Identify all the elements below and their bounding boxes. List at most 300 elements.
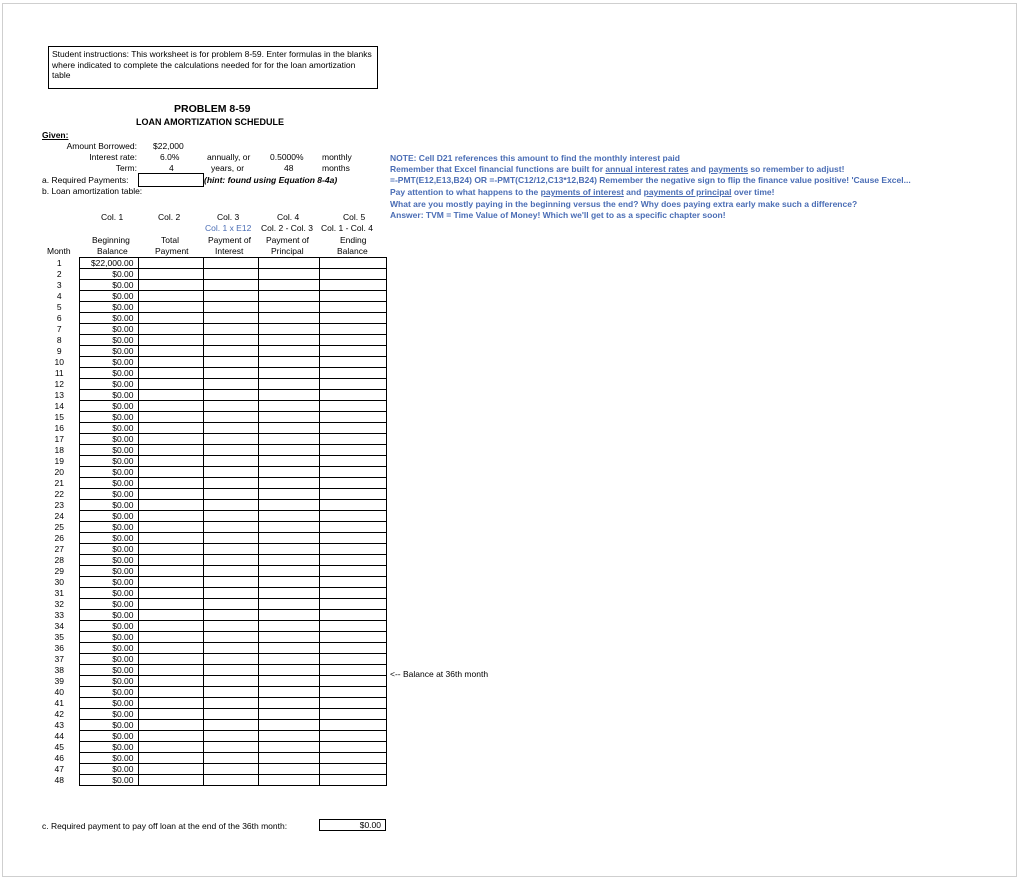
- total-payment-cell[interactable]: [138, 632, 203, 643]
- ending-balance-cell[interactable]: [319, 280, 386, 291]
- ending-balance-cell[interactable]: [319, 577, 386, 588]
- month-cell: 48: [54, 775, 64, 785]
- monthly-rate-value[interactable]: 0.5000%: [270, 152, 304, 162]
- ending-balance-cell[interactable]: [319, 522, 386, 533]
- table-row: [40, 731, 386, 742]
- interest-payment-cell[interactable]: [203, 709, 258, 720]
- total-payment-cell[interactable]: [138, 544, 203, 555]
- beginning-balance-cell[interactable]: $0.00: [79, 291, 138, 302]
- beginning-balance-cell[interactable]: $0.00: [79, 742, 138, 753]
- principal-payment-cell[interactable]: [258, 500, 319, 511]
- note-line-2-e: so remember to adjust!: [748, 164, 845, 174]
- beginning-balance-cell[interactable]: $0.00: [79, 335, 138, 346]
- principal-payment-cell[interactable]: [258, 775, 319, 786]
- table-row: [40, 742, 386, 753]
- principal-payment-cell[interactable]: [258, 621, 319, 632]
- principal-payment-cell[interactable]: [258, 665, 319, 676]
- interest-payment-cell[interactable]: [203, 731, 258, 742]
- col4-formula: Col. 2 - Col. 3: [261, 223, 313, 233]
- principal-payment-cell[interactable]: [258, 676, 319, 687]
- total-payment-cell[interactable]: [138, 731, 203, 742]
- interest-payment-cell[interactable]: [203, 302, 258, 313]
- ending-balance-cell[interactable]: [319, 511, 386, 522]
- interest-rate-value[interactable]: 6.0%: [160, 152, 180, 162]
- ending-balance-cell[interactable]: [319, 434, 386, 445]
- principal-payment-cell[interactable]: [258, 566, 319, 577]
- total-payment-cell[interactable]: [138, 401, 203, 412]
- principal-payment-cell[interactable]: [258, 698, 319, 709]
- table-row: [40, 643, 386, 654]
- total-payment-cell[interactable]: [138, 753, 203, 764]
- principal-payment-cell[interactable]: [258, 258, 319, 269]
- interest-payment-cell[interactable]: [203, 346, 258, 357]
- principal-payment-cell[interactable]: [258, 522, 319, 533]
- col4-header: Col. 4: [277, 212, 300, 222]
- beginning-balance-cell[interactable]: $0.00: [79, 357, 138, 368]
- principal-payment-cell[interactable]: [258, 687, 319, 698]
- total-payment-cell[interactable]: [138, 258, 203, 269]
- interest-payment-cell[interactable]: [203, 467, 258, 478]
- total-payment-cell[interactable]: [138, 577, 203, 588]
- col3-formula: Col. 1 x E12: [205, 223, 252, 233]
- interest-payment-cell[interactable]: [203, 258, 258, 269]
- total-payment-cell[interactable]: [138, 478, 203, 489]
- principal-payment-cell[interactable]: [258, 764, 319, 775]
- ending-balance-cell[interactable]: [319, 456, 386, 467]
- total-payment-cell[interactable]: [138, 599, 203, 610]
- ending-balance-cell[interactable]: [319, 423, 386, 434]
- total-payment-cell[interactable]: [138, 566, 203, 577]
- total-payment-cell[interactable]: [138, 357, 203, 368]
- table-row: [40, 280, 386, 291]
- interest-payment-cell[interactable]: [203, 368, 258, 379]
- month-cell: 22: [54, 489, 64, 499]
- ending-balance-cell[interactable]: [319, 258, 386, 269]
- interest-payment-cell[interactable]: [203, 764, 258, 775]
- ending-balance-cell[interactable]: [319, 687, 386, 698]
- beginning-balance-cell[interactable]: $0.00: [79, 533, 138, 544]
- principal-payment-cell[interactable]: [258, 467, 319, 478]
- note-line-6: Answer: TVM = Time Value of Money! Which we'll get to as a specific chapter soon!: [390, 210, 726, 220]
- beginning-balance-cell[interactable]: $0.00: [79, 346, 138, 357]
- principal-payment-cell[interactable]: [258, 269, 319, 280]
- beginning-balance-cell[interactable]: $0.00: [79, 423, 138, 434]
- interest-payment-cell[interactable]: [203, 632, 258, 643]
- principal-payment-cell[interactable]: [258, 643, 319, 654]
- total-payment-cell[interactable]: [138, 489, 203, 500]
- ending-balance-cell[interactable]: [319, 610, 386, 621]
- table-row: [40, 522, 386, 533]
- principal-payment-cell[interactable]: [258, 599, 319, 610]
- month-cell: 24: [54, 511, 64, 521]
- total-payment-cell[interactable]: [138, 313, 203, 324]
- ending-balance-cell[interactable]: [319, 753, 386, 764]
- beginning-balance-cell[interactable]: $0.00: [79, 775, 138, 786]
- note-line-2-d: payments: [708, 164, 749, 174]
- principal-payment-cell[interactable]: [258, 555, 319, 566]
- interest-payment-cell[interactable]: [203, 676, 258, 687]
- principal-payment-cell[interactable]: [258, 302, 319, 313]
- month-cell: 34: [54, 621, 64, 631]
- beginning-balance-cell[interactable]: $0.00: [79, 280, 138, 291]
- term-months-value[interactable]: 48: [284, 163, 294, 173]
- total-payment-cell[interactable]: [138, 742, 203, 753]
- principal-payment-cell[interactable]: [258, 577, 319, 588]
- amount-borrowed-label: Amount Borrowed:: [66, 141, 137, 151]
- total-payment-cell[interactable]: [138, 511, 203, 522]
- total-payment-cell[interactable]: [138, 379, 203, 390]
- interest-payment-cell[interactable]: [203, 610, 258, 621]
- ending-balance-cell[interactable]: [319, 335, 386, 346]
- interest-payment-cell[interactable]: [203, 621, 258, 632]
- payoff-value[interactable]: $0.00: [319, 819, 386, 831]
- principal-payment-cell[interactable]: [258, 753, 319, 764]
- interest-payment-cell[interactable]: [203, 478, 258, 489]
- interest-payment-cell[interactable]: [203, 522, 258, 533]
- principal-payment-cell[interactable]: [258, 533, 319, 544]
- beginning-balance-cell[interactable]: $0.00: [79, 720, 138, 731]
- beginning-balance-cell[interactable]: $0.00: [79, 577, 138, 588]
- ending-balance-cell[interactable]: [319, 291, 386, 302]
- ending-balance-cell[interactable]: [319, 676, 386, 687]
- interest-payment-cell[interactable]: [203, 412, 258, 423]
- ending-balance-cell[interactable]: [319, 478, 386, 489]
- month-cell: 39: [54, 676, 64, 686]
- principal-payment-cell[interactable]: [258, 401, 319, 412]
- total-payment-cell[interactable]: [138, 621, 203, 632]
- ending-balance-cell[interactable]: [319, 467, 386, 478]
- principal-payment-cell[interactable]: [258, 335, 319, 346]
- interest-payment-cell[interactable]: [203, 687, 258, 698]
- principal-payment-cell[interactable]: [258, 489, 319, 500]
- total-payment-cell[interactable]: [138, 522, 203, 533]
- ending-balance-cell[interactable]: [319, 599, 386, 610]
- month-cell: 2: [56, 269, 62, 279]
- month-cell: 36: [54, 643, 64, 653]
- beginning-balance-cell[interactable]: $0.00: [79, 467, 138, 478]
- beginning-balance-cell[interactable]: $0.00: [79, 544, 138, 555]
- principal-payment-cell[interactable]: [258, 357, 319, 368]
- beginning-balance-cell[interactable]: $0.00: [79, 390, 138, 401]
- total-payment-cell[interactable]: [138, 555, 203, 566]
- table-row: [40, 599, 386, 610]
- total-payment-cell[interactable]: [138, 665, 203, 676]
- note-line-4-c: and: [623, 187, 644, 197]
- interest-payment-cell[interactable]: [203, 401, 258, 412]
- interest-payment-cell[interactable]: [203, 577, 258, 588]
- beginning-balance-cell[interactable]: $0.00: [79, 753, 138, 764]
- beginning-balance-cell[interactable]: $0.00: [79, 654, 138, 665]
- table-row: [40, 687, 386, 698]
- table-row: [40, 610, 386, 621]
- ending-balance-cell[interactable]: [319, 401, 386, 412]
- ending-balance-cell[interactable]: [319, 731, 386, 742]
- beginning-balance-cell[interactable]: $0.00: [79, 489, 138, 500]
- total-payment-cell[interactable]: [138, 368, 203, 379]
- ending-balance-cell[interactable]: [319, 346, 386, 357]
- ending-balance-cell[interactable]: [319, 588, 386, 599]
- interest-payment-cell[interactable]: [203, 544, 258, 555]
- total-payment-cell[interactable]: [138, 533, 203, 544]
- interest-payment-cell[interactable]: [203, 698, 258, 709]
- ending-balance-cell[interactable]: [319, 324, 386, 335]
- principal-payment-cell[interactable]: [258, 445, 319, 456]
- month-cell: 33: [54, 610, 64, 620]
- month-cell: 7: [56, 324, 62, 334]
- beginning-balance-cell[interactable]: $0.00: [79, 698, 138, 709]
- beginning-balance-cell[interactable]: $0.00: [79, 709, 138, 720]
- total-payment-cell[interactable]: [138, 280, 203, 291]
- month-cell: 1: [56, 258, 62, 268]
- beginning-balance-cell[interactable]: $0.00: [79, 269, 138, 280]
- ending-balance-cell[interactable]: [319, 533, 386, 544]
- beginning-header-2: Balance: [97, 246, 128, 256]
- interest-payment-cell[interactable]: [203, 390, 258, 401]
- principal-payment-cell[interactable]: [258, 390, 319, 401]
- interest-payment-cell[interactable]: [203, 313, 258, 324]
- total-payment-cell[interactable]: [138, 676, 203, 687]
- table-row: [40, 588, 386, 599]
- principal-payment-cell[interactable]: [258, 511, 319, 522]
- month-cell: 21: [54, 478, 64, 488]
- beginning-balance-cell[interactable]: $0.00: [79, 676, 138, 687]
- beginning-balance-cell[interactable]: $0.00: [79, 632, 138, 643]
- interest-payment-cell[interactable]: [203, 379, 258, 390]
- ending-balance-cell[interactable]: [319, 412, 386, 423]
- note-line-2: [390, 164, 844, 174]
- interest-payment-cell[interactable]: [203, 423, 258, 434]
- principal-payment-cell[interactable]: [258, 434, 319, 445]
- principal-payment-cell[interactable]: [258, 423, 319, 434]
- beginning-balance-cell[interactable]: $0.00: [79, 731, 138, 742]
- total-payment-cell[interactable]: [138, 390, 203, 401]
- principal-payment-cell[interactable]: [258, 720, 319, 731]
- beginning-balance-cell[interactable]: $0.00: [79, 368, 138, 379]
- table-row: [40, 357, 386, 368]
- principal-payment-cell[interactable]: [258, 324, 319, 335]
- interest-payment-cell[interactable]: [203, 599, 258, 610]
- amount-borrowed-value[interactable]: $22,000: [153, 141, 184, 151]
- beginning-balance-cell[interactable]: $0.00: [79, 764, 138, 775]
- total-payment-cell[interactable]: [138, 412, 203, 423]
- beginning-balance-cell[interactable]: $0.00: [79, 500, 138, 511]
- beginning-balance-cell[interactable]: $0.00: [79, 665, 138, 676]
- ending-balance-cell[interactable]: [319, 500, 386, 511]
- ending-balance-cell[interactable]: [319, 632, 386, 643]
- interest-payment-cell[interactable]: [203, 720, 258, 731]
- ending-balance-cell[interactable]: [319, 379, 386, 390]
- principal-payment-cell[interactable]: [258, 412, 319, 423]
- interest-payment-cell[interactable]: [203, 489, 258, 500]
- ending-balance-cell[interactable]: [319, 489, 386, 500]
- beginning-balance-cell[interactable]: $0.00: [79, 588, 138, 599]
- month-header: Month: [47, 246, 71, 256]
- total-payment-cell[interactable]: [138, 500, 203, 511]
- principal-payment-cell[interactable]: [258, 478, 319, 489]
- principal-payment-cell[interactable]: [258, 654, 319, 665]
- beginning-balance-cell[interactable]: $0.00: [79, 555, 138, 566]
- beginning-balance-cell[interactable]: $0.00: [79, 456, 138, 467]
- total-payment-cell[interactable]: [138, 269, 203, 280]
- total-payment-cell[interactable]: [138, 643, 203, 654]
- total-payment-cell[interactable]: [138, 654, 203, 665]
- ending-balance-cell[interactable]: [319, 720, 386, 731]
- ending-balance-cell[interactable]: [319, 544, 386, 555]
- table-row: [40, 676, 386, 687]
- interest-payment-cell[interactable]: [203, 456, 258, 467]
- ending-balance-cell[interactable]: [319, 445, 386, 456]
- beginning-balance-cell[interactable]: $0.00: [79, 511, 138, 522]
- beginning-balance-cell[interactable]: $0.00: [79, 621, 138, 632]
- ending-balance-cell[interactable]: [319, 742, 386, 753]
- total-payment-cell[interactable]: [138, 698, 203, 709]
- total-payment-cell[interactable]: [138, 423, 203, 434]
- beginning-balance-cell[interactable]: $0.00: [79, 379, 138, 390]
- term-label: Term:: [115, 163, 137, 173]
- amortization-table: [40, 257, 387, 786]
- total-payment-cell[interactable]: [138, 291, 203, 302]
- ending-balance-cell[interactable]: [319, 643, 386, 654]
- principal-payment-cell[interactable]: [258, 313, 319, 324]
- col3-header: Col. 3: [217, 212, 240, 222]
- interest-payment-cell[interactable]: [203, 555, 258, 566]
- interest-payment-cell[interactable]: [203, 533, 258, 544]
- total-payment-cell[interactable]: [138, 764, 203, 775]
- total-payment-cell[interactable]: [138, 610, 203, 621]
- interest-payment-cell[interactable]: [203, 643, 258, 654]
- principal-payment-cell[interactable]: [258, 280, 319, 291]
- month-cell: 41: [54, 698, 64, 708]
- principal-payment-cell[interactable]: [258, 291, 319, 302]
- interest-payment-cell[interactable]: [203, 280, 258, 291]
- ending-balance-cell[interactable]: [319, 764, 386, 775]
- beginning-balance-cell[interactable]: $0.00: [79, 401, 138, 412]
- beginning-balance-cell[interactable]: $0.00: [79, 599, 138, 610]
- month-cell: 43: [54, 720, 64, 730]
- note-line-4-b: payments of interest: [540, 187, 624, 197]
- col2-header: Col. 2: [158, 212, 181, 222]
- principal-payment-cell[interactable]: [258, 731, 319, 742]
- beginning-balance-cell[interactable]: $0.00: [79, 610, 138, 621]
- interest-payment-cell[interactable]: [203, 291, 258, 302]
- beginning-balance-cell[interactable]: $0.00: [79, 687, 138, 698]
- ending-balance-cell[interactable]: [319, 665, 386, 676]
- month-cell: 5: [56, 302, 62, 312]
- interest-payment-cell[interactable]: [203, 324, 258, 335]
- beginning-balance-cell[interactable]: $0.00: [79, 478, 138, 489]
- ending-balance-cell[interactable]: [319, 555, 386, 566]
- interest-payment-cell[interactable]: [203, 742, 258, 753]
- beginning-balance-cell[interactable]: $0.00: [79, 643, 138, 654]
- beginning-balance-cell[interactable]: $22,000.00: [79, 258, 138, 269]
- table-row: [40, 258, 386, 269]
- total-payment-cell[interactable]: [138, 467, 203, 478]
- ending-balance-cell[interactable]: [319, 357, 386, 368]
- interest-payment-cell[interactable]: [203, 753, 258, 764]
- total-payment-cell[interactable]: [138, 687, 203, 698]
- beginning-balance-cell[interactable]: $0.00: [79, 566, 138, 577]
- interest-payment-cell[interactable]: [203, 511, 258, 522]
- beginning-balance-cell[interactable]: $0.00: [79, 522, 138, 533]
- interest-payment-cell[interactable]: [203, 357, 258, 368]
- beginning-balance-cell[interactable]: $0.00: [79, 412, 138, 423]
- ending-balance-cell[interactable]: [319, 698, 386, 709]
- principal-payment-cell[interactable]: [258, 544, 319, 555]
- total-payment-cell[interactable]: [138, 434, 203, 445]
- term-value[interactable]: 4: [169, 163, 174, 173]
- principal-payment-cell[interactable]: [258, 346, 319, 357]
- month-cell: 47: [54, 764, 64, 774]
- beginning-balance-cell[interactable]: $0.00: [79, 313, 138, 324]
- total-payment-cell[interactable]: [138, 302, 203, 313]
- table-row: [40, 709, 386, 720]
- ending-balance-cell[interactable]: [319, 390, 386, 401]
- principal-payment-cell[interactable]: [258, 742, 319, 753]
- ending-balance-cell[interactable]: [319, 269, 386, 280]
- rate-annually-label: annually, or: [207, 152, 251, 162]
- interest-payment-cell[interactable]: [203, 588, 258, 599]
- ending-balance-cell[interactable]: [319, 313, 386, 324]
- col5-formula: Col. 1 - Col. 4: [321, 223, 373, 233]
- total-payment-cell[interactable]: [138, 445, 203, 456]
- principal-payment-cell[interactable]: [258, 588, 319, 599]
- required-payments-input[interactable]: [138, 173, 204, 187]
- table-row: [40, 434, 386, 445]
- ending-balance-cell[interactable]: [319, 566, 386, 577]
- interest-payment-cell[interactable]: [203, 434, 258, 445]
- interest-payment-cell[interactable]: [203, 445, 258, 456]
- principal-payment-cell[interactable]: [258, 709, 319, 720]
- note-line-4-a: Pay attention to what happens to the: [390, 187, 541, 197]
- month-cell: 30: [54, 577, 64, 587]
- total-payment-cell[interactable]: [138, 456, 203, 467]
- interest-payment-cell[interactable]: [203, 665, 258, 676]
- month-cell: 25: [54, 522, 64, 532]
- ending-balance-cell[interactable]: [319, 302, 386, 313]
- interest-payment-cell[interactable]: [203, 269, 258, 280]
- interest-payment-cell[interactable]: [203, 775, 258, 786]
- table-row: [40, 720, 386, 731]
- interest-payment-cell[interactable]: [203, 500, 258, 511]
- total-payment-cell[interactable]: [138, 775, 203, 786]
- interest-payment-cell[interactable]: [203, 335, 258, 346]
- total-payment-cell[interactable]: [138, 324, 203, 335]
- beginning-balance-cell[interactable]: $0.00: [79, 445, 138, 456]
- interest-payment-cell[interactable]: [203, 654, 258, 665]
- total-payment-cell[interactable]: [138, 709, 203, 720]
- ending-balance-cell[interactable]: [319, 654, 386, 665]
- interest-payment-cell[interactable]: [203, 566, 258, 577]
- principal-payment-cell[interactable]: [258, 610, 319, 621]
- beginning-balance-cell[interactable]: $0.00: [79, 324, 138, 335]
- ending-balance-cell[interactable]: [319, 709, 386, 720]
- month-cell: 46: [54, 753, 64, 763]
- total-payment-cell[interactable]: [138, 335, 203, 346]
- principal-payment-cell[interactable]: [258, 632, 319, 643]
- total-payment-cell[interactable]: [138, 720, 203, 731]
- beginning-balance-cell[interactable]: $0.00: [79, 434, 138, 445]
- total-payment-cell[interactable]: [138, 346, 203, 357]
- ending-balance-cell[interactable]: [319, 368, 386, 379]
- ending-balance-cell[interactable]: [319, 621, 386, 632]
- total-payment-cell[interactable]: [138, 588, 203, 599]
- beginning-balance-cell[interactable]: $0.00: [79, 302, 138, 313]
- principal-payment-cell[interactable]: [258, 379, 319, 390]
- student-instructions-box[interactable]: [48, 46, 378, 89]
- ending-balance-cell[interactable]: [319, 775, 386, 786]
- principal-payment-cell[interactable]: [258, 368, 319, 379]
- principal-payment-cell[interactable]: [258, 456, 319, 467]
